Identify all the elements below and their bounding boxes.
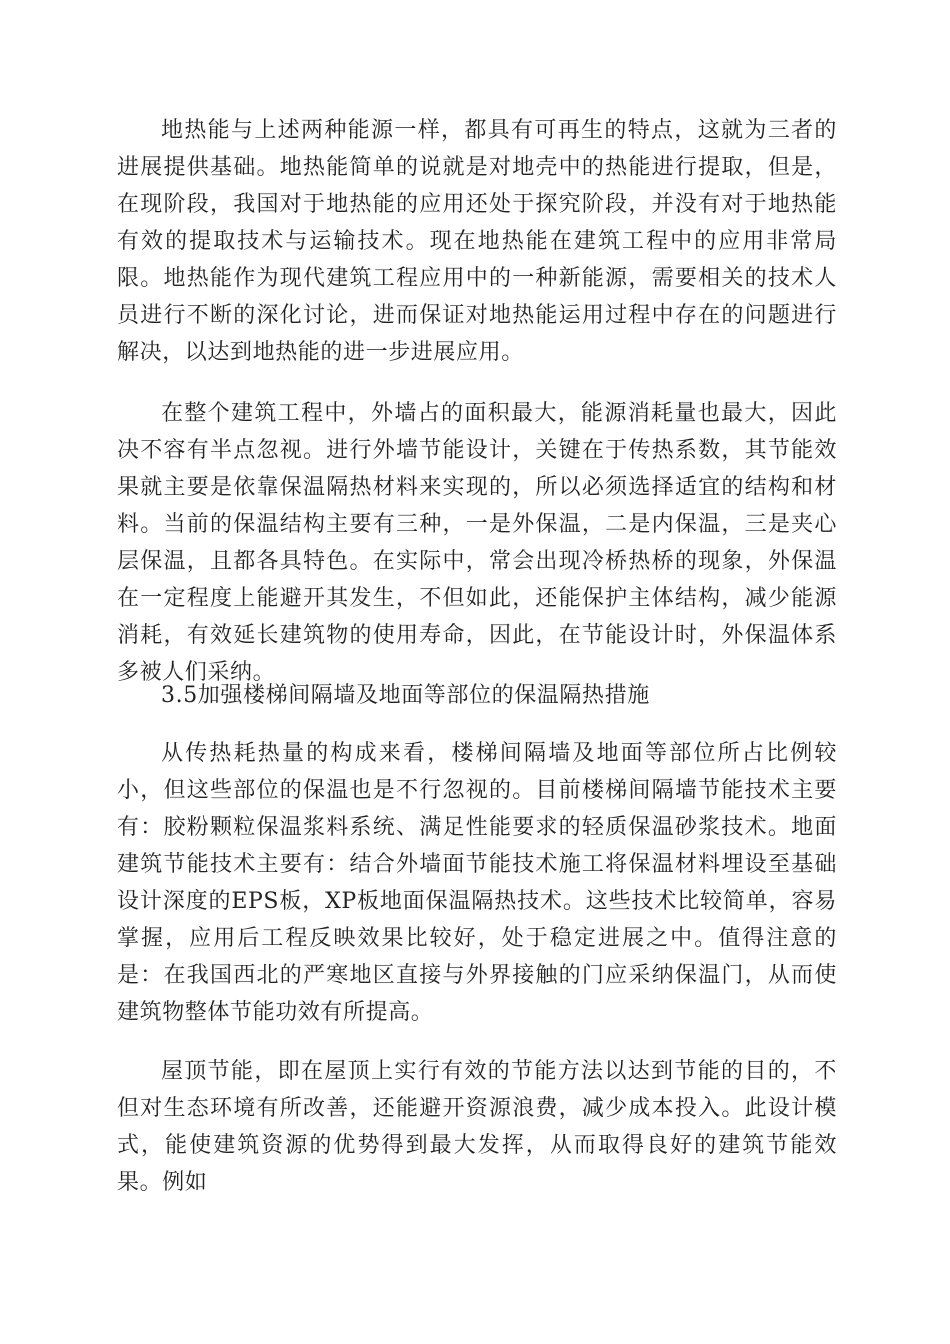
paragraph-geothermal-energy: 地热能与上述两种能源一样，都具有可再生的特点，这就为三者的进展提供基础。地热能简单的说就是对地壳中的热能进行提取，但是，在现阶段，我国对于地热能的应用还处于探究阶段，并没有对于地热能有效的提取技术与运输技术。现在地热能在建筑工程中的应用非常局限。地热能作为现代建筑工程应用中的一种新能源，需要相关的技术人员进行不断的深化讨论，进而保证对地热能运用过程中存在的问题进行解决，以达到地热能的进一步进展应用。 bbox=[117, 118, 837, 365]
section-heading-3-5: 3.5加强楼梯间隔墙及地面等部位的保温隔热措施 bbox=[161, 683, 650, 708]
paragraph-roof-energy-saving: 屋顶节能，即在屋顶上实行有效的节能方法以达到节能的目的，不但对生态环境有所改善，还能避开资源浪费，减少成本投入。此设计模式，能使建筑资源的优势得到最大发挥，从而取得良好的建筑节能效果。例如 bbox=[117, 1059, 837, 1195]
paragraph-stairwell-floor-insulation: 从传热耗热量的构成来看，楼梯间隔墙及地面等部位所占比例较小，但这些部位的保温也是不行忽视的。目前楼梯间隔墙节能技术主要有：胶粉颗粒保温浆料系统、满足性能要求的轻质保温砂浆技术。地面建筑节能技术主要有：结合外墙面节能技术施工将保温材料埋设至基础设计深度的EPS板，XP板地面保温隔热技术。这些技术比较简单，容易掌握，应用后工程反映效果比较好，处于稳定进展之中。值得注意的是：在我国西北的严寒地区直接与外界接触的门应采纳保温门，从而使建筑物整体节能功效有所提高。 bbox=[117, 741, 837, 1025]
paragraph-exterior-wall-insulation: 在整个建筑工程中，外墙占的面积最大，能源消耗量也最大，因此决不容有半点忽视。进行外墙节能设计，关键在于传热系数，其节能效果就主要是依靠保温隔热材料来实现的，所以必须选择适宜的结构和材料。当前的保温结构主要有三种，一是外保温，二是内保温，三是夹心层保温，且都各具特色。在实际中，常会出现冷桥热桥的现象，外保温在一定程度上能避开其发生，不但如此，还能保护主体结构，减少能源消耗，有效延长建筑物的使用寿命，因此，在节能设计时，外保温体系多被人们采纳。 bbox=[117, 401, 837, 685]
